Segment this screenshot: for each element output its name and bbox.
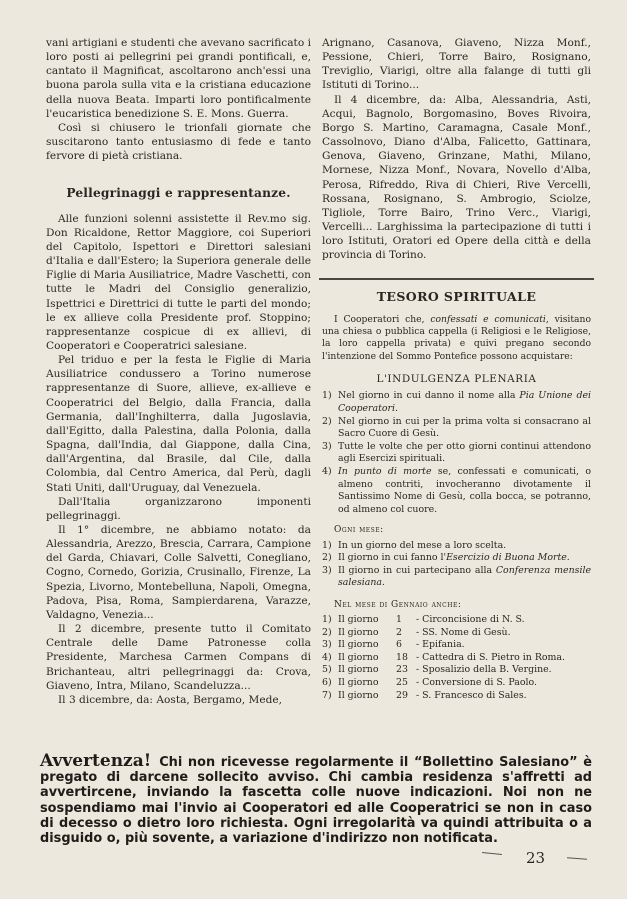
table-cell: 2: [396, 626, 402, 638]
monthly-list: [322, 540, 591, 590]
paragraph: Il 3 dicembre, da: Aosta, Bergamo, Mede,: [58, 693, 283, 706]
table-row: [322, 690, 565, 703]
paragraph: Arignano, Casanova, Giaveno, Nizza Monf., Pessione, Chieri, Torre Bairo, Rosignano, Treviglio, Viarigi, oltre alla falange di tutti gli Istituti di Torino...: [322, 37, 591, 92]
item-number: 1): [322, 390, 332, 402]
paragraph: Alle funzioni solenni assistette il Rev.mo sig. Don Ricaldone, Rettor Maggiore, coi Superiori del Capitolo, Ispettori e Direttori salesiani d'Italia e dall'Estero; la Superiora generale delle Figlie di Maria Ausiliatrice, Madre Vaschetti, con tutte le Madri del Consiglio generalizio, Ispettrici e Direttrici di tutte le parti del mondo; le ex allieve colla Presidente prof. Stoppino; rappresentanze cospicue di ex allievi, di Cooperatori e Cooperatrici salesiane.: [46, 212, 311, 352]
item-number: 2): [322, 552, 332, 564]
table-row: [322, 627, 565, 640]
item-text-part: Nel giorno in cui per la prima volta si consacrano al Sacro Cuore di Gesù.: [338, 415, 591, 440]
table-row: [322, 664, 565, 677]
item-number: 1): [322, 539, 332, 551]
table-cell: - Conversione di S. Paolo.: [416, 677, 537, 689]
table-cell: Il giorno: [338, 651, 379, 663]
paragraph: Dall'Italia organizzarono imponenti pellegrinaggi.: [46, 495, 311, 522]
decorative-dash: [567, 857, 587, 859]
left-column: [46, 36, 311, 707]
item-emphasis: Esercizio di Buona Morte.: [446, 552, 570, 564]
item-text: [338, 565, 591, 590]
table-cell: 7): [322, 689, 332, 701]
list-item: [322, 540, 591, 553]
table-cell: - Sposalizio della B. Vergine.: [416, 664, 552, 676]
item-number: 4): [322, 466, 332, 477]
item-text: [338, 466, 591, 516]
indulgence-list: [322, 390, 591, 516]
intro-text: I Cooperatori che,: [334, 313, 431, 325]
ogni-mese-heading: Ogni mese:: [334, 525, 384, 536]
table-cell: Il giorno: [338, 639, 379, 651]
table-cell: 3): [322, 639, 332, 651]
item-text: [338, 416, 591, 441]
paragraph: Pel triduo e per la festa le Figlie di Maria Ausiliatrice condussero a Torino numerose rappresentanze di Suore, allieve, ex-allieve e Cooperatrici del Belgio, dalla Francia, dalla Germania, dall'Inghilterra, dalla Jugoslavia, dall'Egitto, dalla Palestina, dalla Polonia, dalla Spagna, dall'India, dal Giappone, dalla Cina, dall'Argentina, dal Brasile, dal Cile, dalla Colombia, dal Centro America, dal Perù, dagli Stati Uniti, dall'Uruguay, dal Venezuela.: [46, 354, 311, 494]
table-cell: - Epifania.: [416, 639, 465, 651]
list-item: [322, 466, 591, 516]
table-cell: 4): [322, 651, 332, 663]
table-cell: - Circoncisione di N. S.: [416, 614, 525, 626]
item-number: 2): [322, 415, 332, 427]
gennaio-table: [322, 614, 565, 702]
list-item: [322, 441, 591, 466]
item-text-part: Tutte le volte che per otto giorni continui attendono agli Esercizi spirituali.: [338, 440, 591, 465]
paragraph: Così si chiusero le trionfali giornate che suscitarono tanto entusiasmo di fede e tanto fervore di pietà cristiana.: [46, 121, 311, 163]
item-number: 3): [322, 440, 332, 452]
item-text: [338, 390, 591, 415]
notice-heading: Avvertenza!: [40, 751, 152, 771]
tesoro-intro: [322, 314, 591, 364]
paragraph: vani artigiani e studenti che avevano sacrificato i loro posti ai pellegrini pei grandi pontificali, e, cantato il Magnificat, ascoltarono anch'essi una buona parola sulla vita e la cristiana educazione della nuova Beata. Imparti loro pontificalmente l'eucaristica benedizione S. E. Mons. Guerra.: [46, 37, 311, 120]
indulgenza-title: L'INDULGENZA PLENARIA: [376, 373, 537, 386]
table-cell: - Cattedra di S. Pietro in Roma.: [416, 651, 565, 663]
list-item: [322, 565, 591, 590]
paragraph: Il 2 dicembre, presente tutto il Comitato Centrale delle Dame Patronesse colla Presidente, Marchesa Carmen Compans di Brichanteau, altri pellegrinaggi da: Crova, Giaveno, Intra, Milano, Scandeluzza...: [46, 623, 311, 692]
table-cell: 6: [396, 639, 402, 651]
table-cell: 25: [396, 677, 408, 689]
divider: [319, 278, 594, 280]
item-text-part: Il giorno in cui fanno l': [338, 552, 447, 564]
right-column: [322, 36, 591, 702]
list-item: [322, 390, 591, 415]
item-text-part: se, confessati e comunicati, o almeno contriti, invocheranno divotamente il Santissimo Nome di Gesù, colla bocca, se potranno, od almeno col cuore.: [338, 466, 591, 515]
table-cell: Il giorno: [338, 689, 379, 701]
table-cell: 2): [322, 626, 332, 638]
item-emphasis: In punto di morte: [338, 466, 432, 477]
table-row: [322, 639, 565, 652]
item-emphasis: Pia Unione dei Cooperatori.: [338, 390, 591, 415]
table-cell: Il giorno: [338, 626, 379, 638]
intro-text: visitano una chiesa o pubblica cappella (i Religiosi e le Religiose, la loro cappella privata) e quivi pregano secondo l'intenzione del Sommo Pontefice possono acquistare:: [322, 313, 591, 362]
item-number: 3): [322, 564, 332, 576]
paragraph: Il 4 dicembre, da: Alba, Alessandria, Asti, Acqui, Bagnolo, Borgomasino, Boves Rivoira, Borgo S. Martino, Caramagna, Casale Monf., Cassolnovo, Diano d'Alba, Falicetto, Gattinara, Genova, Giaveno, Grinzane, Mathi, Milano, Mornese, Nizza Monf., Novara, Novello d'Alba, Perosa, Rifreddo, Riva di Chieri, Rive Vercelli, Rossana, Rosignano, S. Ambrogio, Sciolze, Tigliole, Torre Bairo, Trino Verc., Viarigi, Vercelli... Larghissima la partecipazione di tutti i loro Istituti, Oratori ed Opere della città e della provincia di Torino.: [322, 93, 591, 262]
item-text-part: Il giorno in cui partecipano alla: [338, 564, 496, 576]
notice-text: Chi non ricevesse regolarmente il “Bollettino Salesiano” è pregato di darcene sollecito avviso. Chi cambia residenza s'affretti ad avvertircene, inviando la fascetta colle nuove indicazioni. Noi non ne sospendiamo mai l'invio ai Cooperatori ed alle Cooperatrici se non in caso di decesso o dietro loro richiesta. Ogni irregolarità va quindi attribuita o a disguido o, più sovente, a variazione d'indirizzo non notificata.: [40, 755, 592, 847]
table-cell: - SS. Nome di Gesù.: [416, 626, 511, 638]
table-cell: 6): [322, 677, 332, 689]
table-row: [322, 652, 565, 665]
item-emphasis: Conferenza mensile salesiana.: [338, 564, 591, 589]
table-cell: 1): [322, 614, 332, 626]
item-text: [338, 441, 591, 466]
intro-emphasis: confessati e comunicati,: [430, 313, 549, 325]
tesoro-title: TESORO SPIRITUALE: [376, 288, 537, 304]
table-cell: 29: [396, 689, 408, 701]
section-title: Pellegrinaggi e rappresentanze.: [66, 186, 291, 201]
paragraph: Il 1° dicembre, ne abbiamo notato: da Alessandria, Arezzo, Brescia, Carrara, Campione del Garda, Chiavari, Colle Salvetti, Conegliano, Cogno, Cornedo, Gorizia, Crusinallo, Firenze, La Spezia, Livorno, Montebelluna, Napoli, Omegna, Padova, Pisa, Roma, Sampierdarena, Varazze, Valdagno, Venezia...: [46, 524, 311, 621]
table-row: [322, 677, 565, 690]
table-cell: Il giorno: [338, 614, 379, 626]
list-item: [322, 416, 591, 441]
item-text-part: Nel giorno in cui danno il nome alla: [338, 390, 520, 402]
table-cell: - S. Francesco di Sales.: [416, 689, 527, 701]
table-cell: 23: [396, 664, 408, 676]
table-cell: 18: [396, 651, 408, 663]
table-row: [322, 614, 565, 627]
item-text-part: In un giorno del mese a loro scelta.: [338, 539, 507, 551]
item-text: [338, 552, 591, 565]
table-cell: 5): [322, 664, 332, 676]
item-text: [338, 540, 591, 553]
table-cell: Il giorno: [338, 677, 379, 689]
table-cell: 1: [396, 614, 402, 626]
notice-box: [40, 751, 592, 847]
page-number: 23: [526, 849, 546, 867]
gennaio-heading: Nel mese di Gennaio anche:: [334, 599, 462, 610]
list-item: [322, 552, 591, 565]
table-cell: Il giorno: [338, 664, 379, 676]
decorative-dash: [482, 852, 502, 855]
